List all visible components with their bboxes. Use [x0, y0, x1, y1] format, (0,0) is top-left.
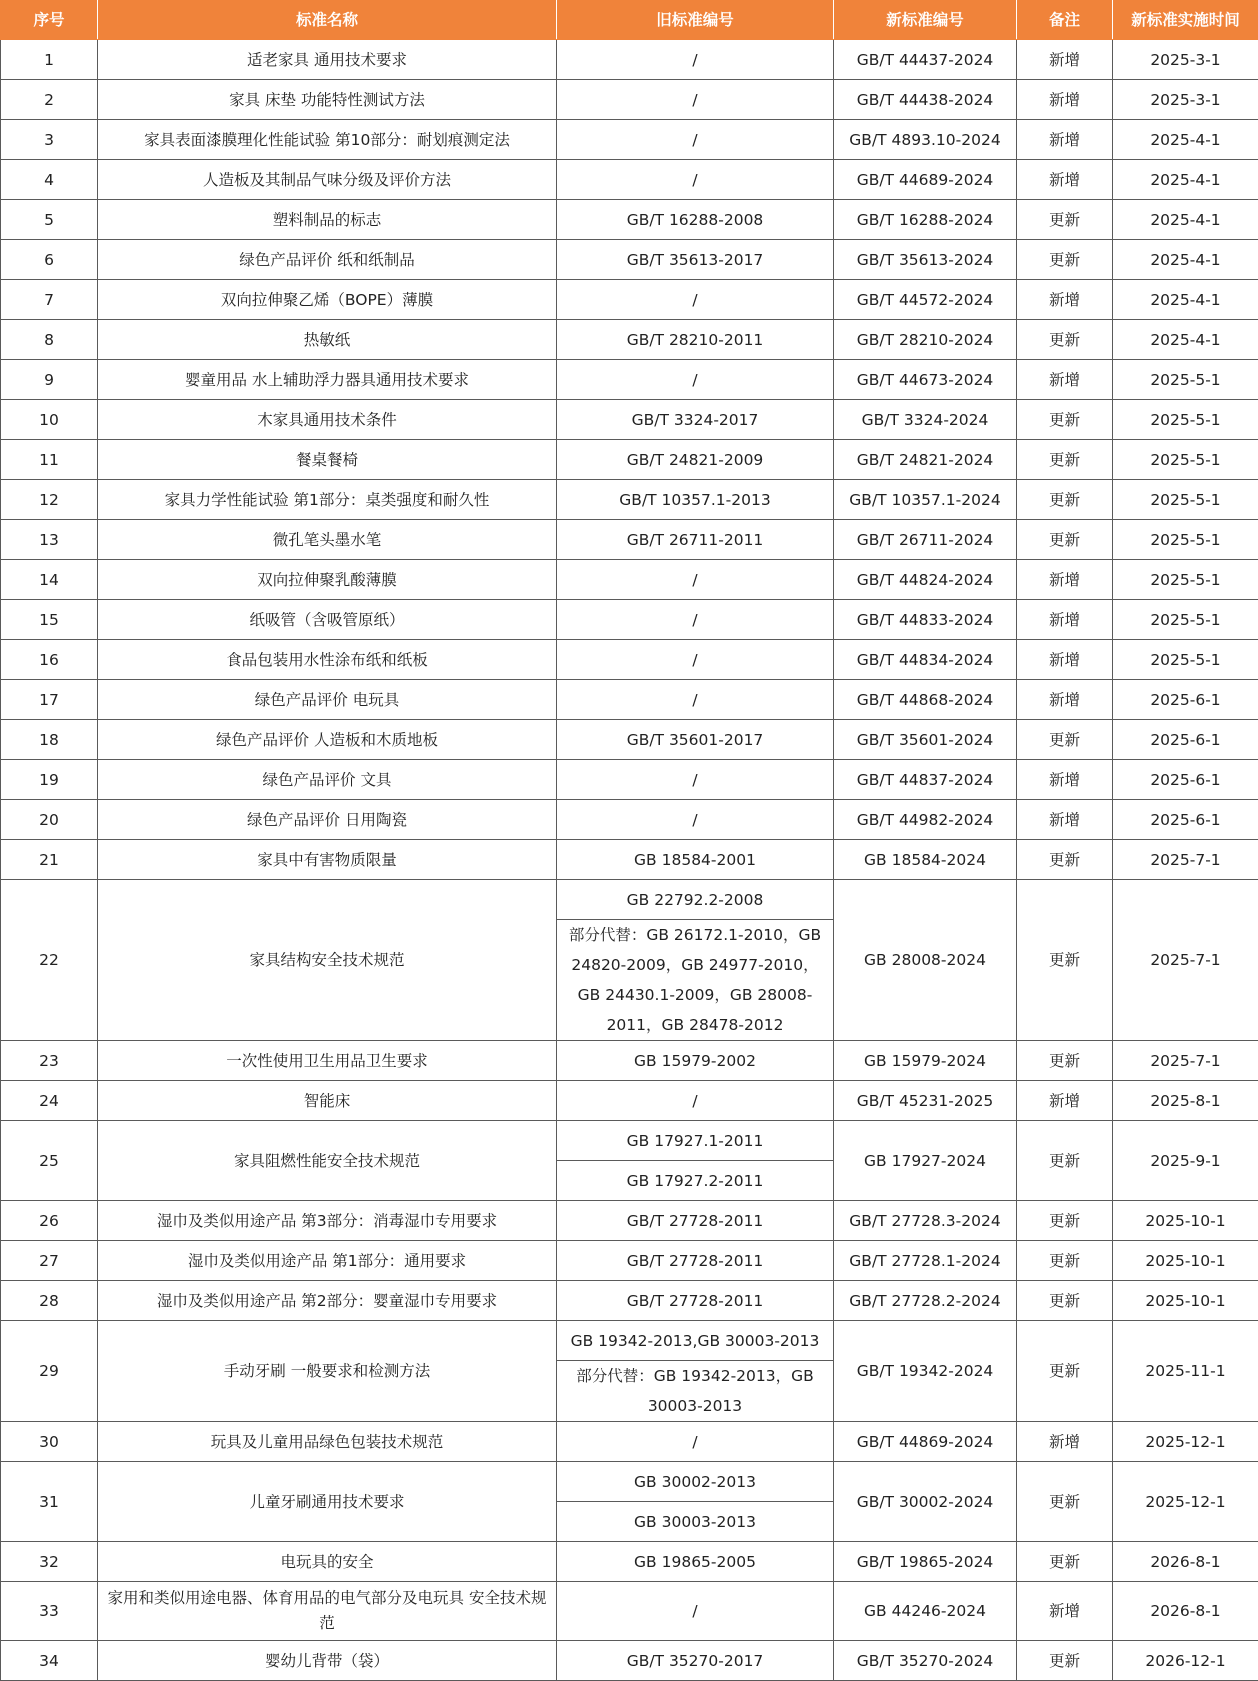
cell-old-standard-number: GB 30002-2013 [557, 1462, 834, 1502]
cell-new-standard-number: GB/T 44824-2024 [834, 560, 1017, 600]
cell-new-standard-number: GB/T 16288-2024 [834, 200, 1017, 240]
cell-new-standard-number: GB/T 44572-2024 [834, 280, 1017, 320]
table-row [1, 680, 1258, 720]
cell-remark: 更新 [1017, 1321, 1113, 1422]
cell-standard-name: 绿色产品评价 日用陶瓷 [98, 800, 557, 840]
cell-effective-date: 2025-4-1 [1113, 160, 1258, 200]
cell-old-standard-number: 部分代替：GB 19342-2013，GB 30003-2013 [557, 1361, 834, 1422]
cell-old-standard-number: GB/T 16288-2008 [557, 200, 834, 240]
cell-new-standard-number: GB/T 44437-2024 [834, 40, 1017, 80]
cell-seq: 7 [1, 280, 98, 320]
cell-standard-name: 儿童牙刷通用技术要求 [98, 1462, 557, 1542]
cell-seq: 24 [1, 1081, 98, 1121]
cell-seq: 25 [1, 1121, 98, 1201]
cell-effective-date: 2025-6-1 [1113, 720, 1258, 760]
cell-new-standard-number: GB/T 44833-2024 [834, 600, 1017, 640]
cell-remark: 新增 [1017, 1582, 1113, 1641]
cell-standard-name: 家具结构安全技术规范 [98, 880, 557, 1041]
cell-new-standard-number: GB/T 10357.1-2024 [834, 480, 1017, 520]
cell-new-standard-number: GB/T 35270-2024 [834, 1641, 1017, 1681]
cell-remark: 新增 [1017, 600, 1113, 640]
cell-effective-date: 2025-5-1 [1113, 440, 1258, 480]
cell-standard-name: 电玩具的安全 [98, 1542, 557, 1582]
cell-old-standard-number: GB 19865-2005 [557, 1542, 834, 1582]
cell-effective-date: 2025-5-1 [1113, 480, 1258, 520]
cell-seq: 11 [1, 440, 98, 480]
cell-new-standard-number: GB/T 3324-2024 [834, 400, 1017, 440]
cell-new-standard-number: GB/T 30002-2024 [834, 1462, 1017, 1542]
cell-new-standard-number: GB/T 24821-2024 [834, 440, 1017, 480]
cell-new-standard-number: GB 44246-2024 [834, 1582, 1017, 1641]
cell-seq: 32 [1, 1542, 98, 1582]
cell-old-standard-number: GB/T 27728-2011 [557, 1241, 834, 1281]
header-standard-name: 标准名称 [98, 1, 557, 40]
cell-standard-name: 家具 床垫 功能特性测试方法 [98, 80, 557, 120]
table-row [1, 1241, 1258, 1281]
cell-remark: 更新 [1017, 1121, 1113, 1201]
header-seq: 序号 [1, 1, 98, 40]
cell-effective-date: 2025-10-1 [1113, 1281, 1258, 1321]
table-row [1, 1201, 1258, 1241]
cell-old-standard-number: GB/T 35601-2017 [557, 720, 834, 760]
cell-seq: 29 [1, 1321, 98, 1422]
cell-effective-date: 2025-7-1 [1113, 840, 1258, 880]
header-new-standard-number: 新标准编号 [834, 1, 1017, 40]
cell-remark: 新增 [1017, 760, 1113, 800]
cell-remark: 更新 [1017, 1041, 1113, 1081]
cell-standard-name: 家具中有害物质限量 [98, 840, 557, 880]
cell-effective-date: 2025-8-1 [1113, 1081, 1258, 1121]
cell-seq: 12 [1, 480, 98, 520]
cell-remark: 新增 [1017, 680, 1113, 720]
cell-old-standard-number: / [557, 80, 834, 120]
cell-effective-date: 2025-5-1 [1113, 640, 1258, 680]
cell-seq: 5 [1, 200, 98, 240]
cell-seq: 22 [1, 880, 98, 1041]
table-row [1, 1462, 1258, 1502]
cell-old-standard-number: / [557, 600, 834, 640]
cell-old-standard-number: / [557, 1081, 834, 1121]
cell-old-standard-number: / [557, 160, 834, 200]
cell-old-standard-number: / [557, 680, 834, 720]
cell-new-standard-number: GB/T 44868-2024 [834, 680, 1017, 720]
cell-old-standard-number: GB/T 28210-2011 [557, 320, 834, 360]
table-row [1, 360, 1258, 400]
cell-effective-date: 2025-7-1 [1113, 880, 1258, 1041]
cell-effective-date: 2026-8-1 [1113, 1542, 1258, 1582]
cell-standard-name: 热敏纸 [98, 320, 557, 360]
cell-old-standard-number: / [557, 760, 834, 800]
cell-remark: 更新 [1017, 1462, 1113, 1542]
cell-remark: 更新 [1017, 720, 1113, 760]
cell-remark: 更新 [1017, 1542, 1113, 1582]
cell-new-standard-number: GB/T 44869-2024 [834, 1422, 1017, 1462]
cell-remark: 更新 [1017, 840, 1113, 880]
cell-remark: 更新 [1017, 1201, 1113, 1241]
table-row [1, 880, 1258, 920]
cell-effective-date: 2025-7-1 [1113, 1041, 1258, 1081]
table-row [1, 1081, 1258, 1121]
cell-standard-name: 家具阻燃性能安全技术规范 [98, 1121, 557, 1201]
table-row [1, 240, 1258, 280]
cell-standard-name: 湿巾及类似用途产品 第2部分：婴童湿巾专用要求 [98, 1281, 557, 1321]
cell-new-standard-number: GB/T 44834-2024 [834, 640, 1017, 680]
cell-seq: 13 [1, 520, 98, 560]
cell-old-standard-number: / [557, 280, 834, 320]
cell-seq: 28 [1, 1281, 98, 1321]
cell-standard-name: 手动牙刷 一般要求和检测方法 [98, 1321, 557, 1422]
cell-old-standard-number: GB/T 3324-2017 [557, 400, 834, 440]
cell-seq: 16 [1, 640, 98, 680]
cell-remark: 更新 [1017, 1641, 1113, 1681]
cell-new-standard-number: GB/T 19865-2024 [834, 1542, 1017, 1582]
table-row [1, 40, 1258, 80]
cell-seq: 31 [1, 1462, 98, 1542]
cell-remark: 新增 [1017, 280, 1113, 320]
cell-effective-date: 2025-5-1 [1113, 560, 1258, 600]
cell-effective-date: 2025-5-1 [1113, 600, 1258, 640]
cell-remark: 新增 [1017, 1081, 1113, 1121]
cell-seq: 17 [1, 680, 98, 720]
cell-remark: 更新 [1017, 480, 1113, 520]
cell-seq: 26 [1, 1201, 98, 1241]
cell-effective-date: 2025-5-1 [1113, 400, 1258, 440]
cell-standard-name: 木家具通用技术条件 [98, 400, 557, 440]
header-old-standard-number: 旧标准编号 [557, 1, 834, 40]
cell-new-standard-number: GB/T 4893.10-2024 [834, 120, 1017, 160]
table-row [1, 600, 1258, 640]
cell-standard-name: 智能床 [98, 1081, 557, 1121]
table-row [1, 760, 1258, 800]
cell-effective-date: 2025-6-1 [1113, 680, 1258, 720]
table-row [1, 1542, 1258, 1582]
cell-new-standard-number: GB/T 27728.3-2024 [834, 1201, 1017, 1241]
table-row [1, 1041, 1258, 1081]
cell-new-standard-number: GB/T 44438-2024 [834, 80, 1017, 120]
cell-effective-date: 2025-3-1 [1113, 80, 1258, 120]
cell-old-standard-number: / [557, 1582, 834, 1641]
table-row [1, 560, 1258, 600]
cell-standard-name: 玩具及儿童用品绿色包装技术规范 [98, 1422, 557, 1462]
cell-seq: 34 [1, 1641, 98, 1681]
table-row [1, 1641, 1258, 1681]
cell-seq: 33 [1, 1582, 98, 1641]
cell-effective-date: 2025-5-1 [1113, 360, 1258, 400]
cell-remark: 更新 [1017, 1241, 1113, 1281]
cell-seq: 10 [1, 400, 98, 440]
cell-effective-date: 2025-6-1 [1113, 760, 1258, 800]
cell-seq: 8 [1, 320, 98, 360]
cell-old-standard-number: GB 18584-2001 [557, 840, 834, 880]
cell-effective-date: 2025-4-1 [1113, 200, 1258, 240]
cell-seq: 4 [1, 160, 98, 200]
cell-seq: 15 [1, 600, 98, 640]
cell-seq: 9 [1, 360, 98, 400]
table-row [1, 160, 1258, 200]
cell-effective-date: 2025-5-1 [1113, 520, 1258, 560]
cell-standard-name: 一次性使用卫生用品卫生要求 [98, 1041, 557, 1081]
table-row [1, 1321, 1258, 1361]
header-effective-date: 新标准实施时间 [1113, 1, 1258, 40]
cell-effective-date: 2025-4-1 [1113, 240, 1258, 280]
cell-seq: 19 [1, 760, 98, 800]
cell-new-standard-number: GB 18584-2024 [834, 840, 1017, 880]
cell-old-standard-number: / [557, 360, 834, 400]
cell-remark: 新增 [1017, 360, 1113, 400]
cell-new-standard-number: GB/T 44689-2024 [834, 160, 1017, 200]
table-row [1, 120, 1258, 160]
cell-remark: 新增 [1017, 800, 1113, 840]
cell-old-standard-number: / [557, 560, 834, 600]
cell-old-standard-number: GB/T 27728-2011 [557, 1201, 834, 1241]
cell-effective-date: 2025-12-1 [1113, 1422, 1258, 1462]
cell-standard-name: 绿色产品评价 人造板和木质地板 [98, 720, 557, 760]
cell-standard-name: 家用和类似用途电器、体育用品的电气部分及电玩具 安全技术规范 [98, 1582, 557, 1641]
cell-old-standard-number: GB/T 35613-2017 [557, 240, 834, 280]
cell-old-standard-number: / [557, 1422, 834, 1462]
cell-standard-name: 双向拉伸聚乙烯（BOPE）薄膜 [98, 280, 557, 320]
table-row [1, 1281, 1258, 1321]
cell-standard-name: 餐桌餐椅 [98, 440, 557, 480]
cell-old-standard-number: / [557, 40, 834, 80]
table-row [1, 440, 1258, 480]
cell-standard-name: 湿巾及类似用途产品 第3部分：消毒湿巾专用要求 [98, 1201, 557, 1241]
cell-effective-date: 2025-4-1 [1113, 120, 1258, 160]
table-row [1, 520, 1258, 560]
table-row [1, 1422, 1258, 1462]
cell-new-standard-number: GB/T 45231-2025 [834, 1081, 1017, 1121]
cell-effective-date: 2025-10-1 [1113, 1241, 1258, 1281]
cell-standard-name: 家具表面漆膜理化性能试验 第10部分：耐划痕测定法 [98, 120, 557, 160]
table-row [1, 200, 1258, 240]
cell-old-standard-number: GB 30003-2013 [557, 1502, 834, 1542]
cell-old-standard-number: GB/T 27728-2011 [557, 1281, 834, 1321]
cell-seq: 21 [1, 840, 98, 880]
cell-new-standard-number: GB/T 35601-2024 [834, 720, 1017, 760]
cell-old-standard-number: 部分代替：GB 26172.1-2010，GB 24820-2009，GB 24977-2010，GB 24430.1-2009，GB 28008-2011，GB 28478-2012 [557, 920, 834, 1041]
cell-old-standard-number: GB/T 26711-2011 [557, 520, 834, 560]
cell-effective-date: 2025-10-1 [1113, 1201, 1258, 1241]
table-row [1, 840, 1258, 880]
table-row [1, 320, 1258, 360]
table-header-row [1, 1, 1258, 40]
table-row [1, 800, 1258, 840]
cell-seq: 6 [1, 240, 98, 280]
cell-effective-date: 2025-4-1 [1113, 280, 1258, 320]
cell-seq: 30 [1, 1422, 98, 1462]
table-row [1, 280, 1258, 320]
cell-old-standard-number: / [557, 120, 834, 160]
cell-remark: 新增 [1017, 40, 1113, 80]
cell-seq: 14 [1, 560, 98, 600]
cell-remark: 更新 [1017, 200, 1113, 240]
cell-effective-date: 2025-12-1 [1113, 1462, 1258, 1542]
cell-remark: 更新 [1017, 880, 1113, 1041]
cell-remark: 更新 [1017, 240, 1113, 280]
cell-old-standard-number: GB 15979-2002 [557, 1041, 834, 1081]
cell-old-standard-number: GB 17927.1-2011 [557, 1121, 834, 1161]
cell-new-standard-number: GB 28008-2024 [834, 880, 1017, 1041]
cell-remark: 新增 [1017, 1422, 1113, 1462]
table-row [1, 1582, 1258, 1641]
cell-remark: 更新 [1017, 400, 1113, 440]
cell-new-standard-number: GB/T 27728.1-2024 [834, 1241, 1017, 1281]
cell-standard-name: 双向拉伸聚乳酸薄膜 [98, 560, 557, 600]
cell-effective-date: 2026-8-1 [1113, 1582, 1258, 1641]
cell-seq: 1 [1, 40, 98, 80]
table-row [1, 400, 1258, 440]
cell-new-standard-number: GB/T 26711-2024 [834, 520, 1017, 560]
cell-standard-name: 塑料制品的标志 [98, 200, 557, 240]
cell-new-standard-number: GB/T 44837-2024 [834, 760, 1017, 800]
cell-seq: 3 [1, 120, 98, 160]
cell-effective-date: 2025-9-1 [1113, 1121, 1258, 1201]
cell-remark: 更新 [1017, 520, 1113, 560]
cell-seq: 18 [1, 720, 98, 760]
cell-standard-name: 食品包装用水性涂布纸和纸板 [98, 640, 557, 680]
cell-standard-name: 湿巾及类似用途产品 第1部分：通用要求 [98, 1241, 557, 1281]
cell-new-standard-number: GB/T 27728.2-2024 [834, 1281, 1017, 1321]
table-row [1, 720, 1258, 760]
cell-standard-name: 家具力学性能试验 第1部分：桌类强度和耐久性 [98, 480, 557, 520]
cell-remark: 更新 [1017, 320, 1113, 360]
cell-standard-name: 婴幼儿背带（袋） [98, 1641, 557, 1681]
cell-new-standard-number: GB/T 44982-2024 [834, 800, 1017, 840]
cell-standard-name: 婴童用品 水上辅助浮力器具通用技术要求 [98, 360, 557, 400]
cell-new-standard-number: GB/T 28210-2024 [834, 320, 1017, 360]
cell-new-standard-number: GB/T 19342-2024 [834, 1321, 1017, 1422]
cell-remark: 更新 [1017, 440, 1113, 480]
cell-old-standard-number: GB/T 10357.1-2013 [557, 480, 834, 520]
table-body [1, 40, 1258, 1681]
cell-old-standard-number: GB 22792.2-2008 [557, 880, 834, 920]
cell-standard-name: 绿色产品评价 文具 [98, 760, 557, 800]
cell-standard-name: 纸吸管（含吸管原纸） [98, 600, 557, 640]
cell-remark: 新增 [1017, 160, 1113, 200]
cell-remark: 更新 [1017, 1281, 1113, 1321]
cell-remark: 新增 [1017, 80, 1113, 120]
cell-standard-name: 绿色产品评价 电玩具 [98, 680, 557, 720]
cell-remark: 新增 [1017, 640, 1113, 680]
cell-standard-name: 微孔笔头墨水笔 [98, 520, 557, 560]
table-row [1, 1121, 1258, 1161]
cell-new-standard-number: GB/T 44673-2024 [834, 360, 1017, 400]
cell-seq: 23 [1, 1041, 98, 1081]
cell-remark: 新增 [1017, 120, 1113, 160]
table-row [1, 480, 1258, 520]
header-remark: 备注 [1017, 1, 1113, 40]
table-row [1, 80, 1258, 120]
cell-old-standard-number: GB/T 24821-2009 [557, 440, 834, 480]
cell-old-standard-number: GB/T 35270-2017 [557, 1641, 834, 1681]
cell-new-standard-number: GB 15979-2024 [834, 1041, 1017, 1081]
cell-seq: 27 [1, 1241, 98, 1281]
cell-standard-name: 适老家具 通用技术要求 [98, 40, 557, 80]
cell-effective-date: 2025-6-1 [1113, 800, 1258, 840]
cell-seq: 20 [1, 800, 98, 840]
cell-standard-name: 绿色产品评价 纸和纸制品 [98, 240, 557, 280]
cell-new-standard-number: GB 17927-2024 [834, 1121, 1017, 1201]
cell-old-standard-number: / [557, 640, 834, 680]
table-row [1, 640, 1258, 680]
cell-effective-date: 2026-12-1 [1113, 1641, 1258, 1681]
cell-new-standard-number: GB/T 35613-2024 [834, 240, 1017, 280]
cell-remark: 新增 [1017, 560, 1113, 600]
cell-seq: 2 [1, 80, 98, 120]
cell-effective-date: 2025-4-1 [1113, 320, 1258, 360]
cell-effective-date: 2025-3-1 [1113, 40, 1258, 80]
cell-old-standard-number: / [557, 800, 834, 840]
cell-effective-date: 2025-11-1 [1113, 1321, 1258, 1422]
cell-standard-name: 人造板及其制品气味分级及评价方法 [98, 160, 557, 200]
cell-old-standard-number: GB 17927.2-2011 [557, 1161, 834, 1201]
cell-old-standard-number: GB 19342-2013,GB 30003-2013 [557, 1321, 834, 1361]
